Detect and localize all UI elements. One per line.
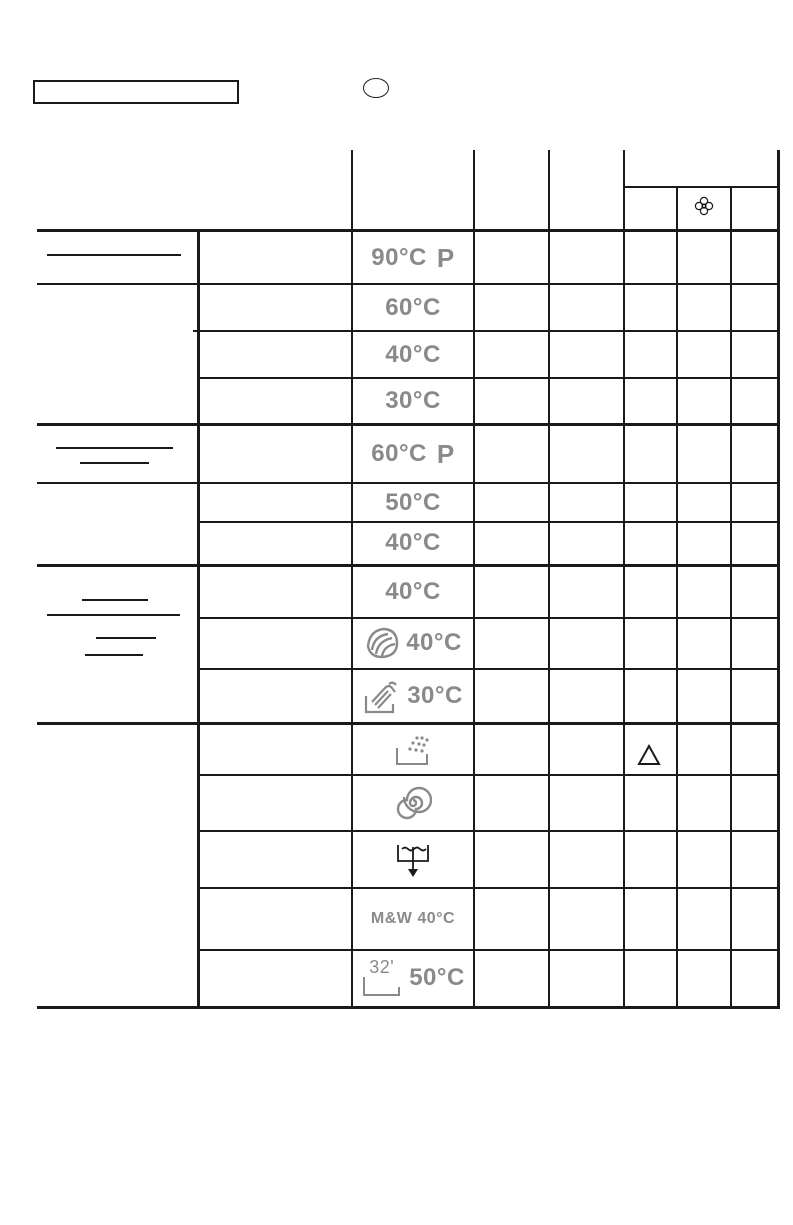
group-label-line [85,654,143,656]
table-bottom-line [37,1006,780,1009]
programme-cell [352,524,474,562]
programme-label: 40°C [385,529,441,556]
col-divider [623,150,625,1008]
programme-cell [352,620,474,666]
programme-cell [352,334,474,376]
programme-label: 60°C [371,440,427,467]
col-divider [548,150,550,1008]
programme-label: 40°C [406,629,462,656]
row-line [197,774,780,776]
programme-label: 40°C [385,578,441,605]
programme-cell [352,952,474,1004]
triangle-icon [636,743,662,767]
programme-cell [352,429,474,479]
programme-label: 60°C [385,294,441,321]
col-divider [730,186,732,1008]
programme-cell [352,891,474,947]
programme-label: 50°C [385,488,441,516]
programme-label: 90°C [371,244,427,271]
drain-icon [394,839,432,879]
group-label-line [47,614,180,616]
quick-32-icon [361,957,405,999]
group-label-line [80,462,149,464]
group-line [37,564,780,567]
flower-icon [693,195,715,217]
row-line [193,330,780,332]
row-line [37,482,780,484]
wool-ball-icon [364,626,400,660]
row-line [197,617,780,619]
programme-label: 50°C [409,964,465,991]
group-label-line [56,447,173,449]
programme-label: 30°C [407,681,463,709]
programme-cell [352,236,474,280]
programme-cell [352,380,474,422]
programme-cell [352,727,474,773]
spin-spiral-icon [394,784,432,822]
group-line [37,423,780,426]
hand-wash-icon [363,678,401,714]
language-badge [363,78,389,98]
programme-label: 30°C [385,387,441,414]
quick-duration-label: 32' [369,957,395,977]
subheader-line [623,186,780,188]
group-label-line [82,599,148,601]
programme-cell [352,777,474,829]
programme-cell [352,671,474,720]
row-line [197,887,780,889]
rinse-shower-icon [393,732,433,768]
programme-label: 40°C [385,341,441,368]
model-label-box [33,80,239,104]
group-label-line [47,254,181,256]
programme-cell [352,287,474,329]
prewash-p-badge: P [436,242,455,273]
row-line [197,949,780,951]
row-line [37,283,780,285]
row-line [197,377,780,379]
programme-cell [352,485,474,520]
col-divider [676,186,678,1008]
row-line [197,668,780,670]
group-divider [197,229,200,1008]
header-bottom-line [37,229,780,232]
row-line [197,521,780,523]
programme-cell [352,833,474,885]
table-right-border [777,150,780,1008]
row-line [197,830,780,832]
group-line [37,722,780,725]
programme-label: M&W 40°C [370,910,456,927]
group-label-line [96,637,156,639]
prewash-p-badge: P [436,438,455,469]
programme-cell [352,569,474,615]
